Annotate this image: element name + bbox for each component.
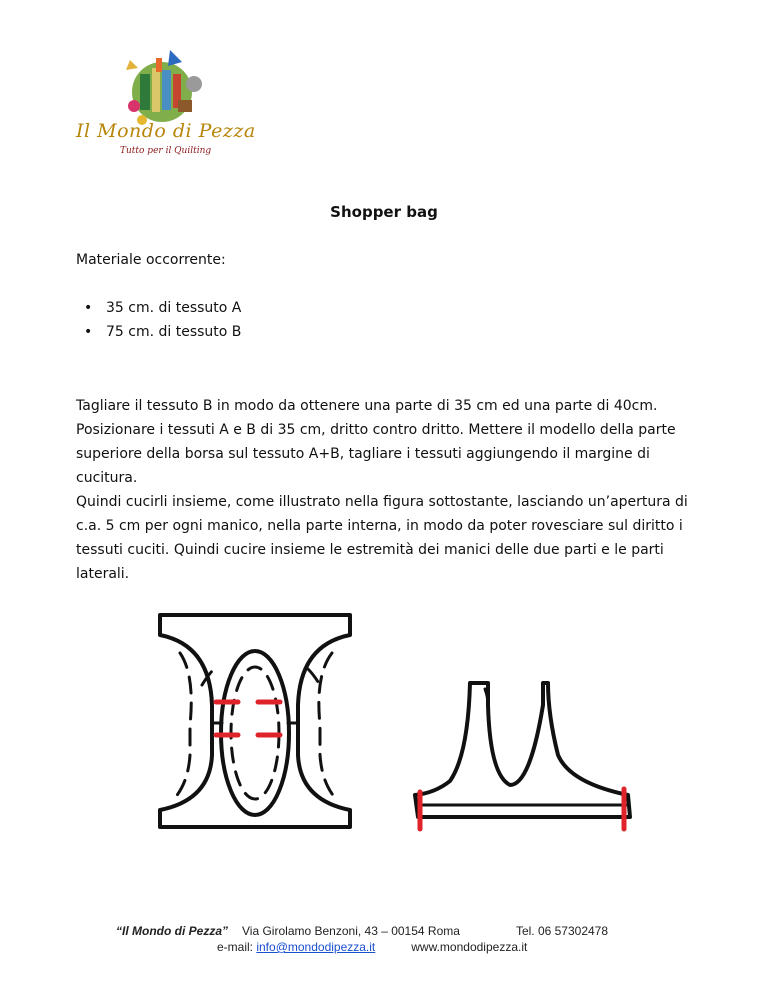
bag-side-pattern-outline [415, 683, 630, 817]
seam-dashes [172, 653, 338, 801]
logo-tagline: Tutto per il Quilting [120, 146, 212, 156]
logo-title: Il Mondo di Pezza [76, 120, 256, 142]
materials-list [76, 296, 241, 344]
page-title: Shopper bag [330, 203, 438, 221]
footer-website[interactable]: www.mondodipezza.it [411, 940, 528, 954]
footer-email-label: e-mail: [217, 940, 257, 954]
footer-email-link[interactable]: info@mondodipezza.it [256, 940, 376, 954]
pattern-figure [150, 605, 650, 845]
list-item: • 75 cm. di tessuto B [76, 320, 241, 344]
footer-address: Via Girolamo Benzoni, 43 – 00154 Roma [242, 924, 460, 938]
bag-top-pattern-outline [160, 615, 350, 827]
side-seam-marks [420, 789, 624, 829]
materials-heading: Materiale occorrente: [76, 252, 226, 268]
instructions-paragraph-2: Quindi cucirli insieme, come illustrato nella figura sottostante, lasciando un’apertura di c.a. 5 cm per ogni manico, nella parte interna, in modo da poter rovesciare sul diritto i tessuti cuciti. Quindi cucire insieme le estremità dei manici delle due parti e le parti laterali. [76, 494, 688, 582]
list-item: • 35 cm. di tessuto A [76, 296, 241, 320]
footer-brand: “Il Mondo di Pezza” [116, 924, 229, 938]
instructions-paragraph-1: Tagliare il tessuto B in modo da ottenere una parte di 35 cm ed una parte di 40cm. Posizionare i tessuti A e B di 35 cm, dritto contro dritto. Mettere il modello della parte superiore della borsa sul tessuto A+B, tagliare i tessuti aggiungendo il margine di cucitura. [76, 398, 676, 486]
footer-phone: Tel. 06 57302478 [515, 924, 609, 938]
opening-marks [216, 702, 280, 735]
